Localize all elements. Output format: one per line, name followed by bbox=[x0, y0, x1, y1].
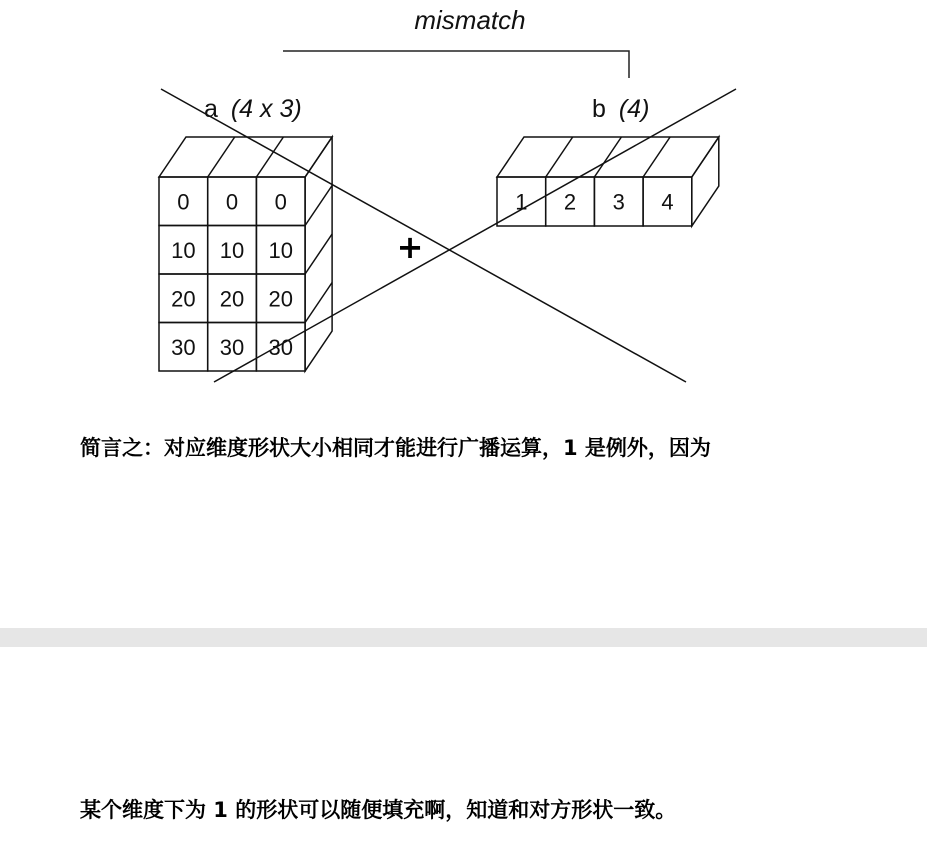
array-a-cell-value: 0 bbox=[225, 189, 239, 215]
paragraph-1: 简言之：对应维度形状大小相同才能进行广播运算，1 是例外，因为 bbox=[80, 436, 711, 460]
array-b-cell-value: 2 bbox=[563, 189, 577, 215]
figure-title: mismatch bbox=[414, 5, 526, 35]
array-a-cell-value: 30 bbox=[219, 334, 245, 360]
array-a-top-edge bbox=[208, 137, 235, 177]
plus-operator: + bbox=[396, 228, 424, 266]
array-a-shape: (4 x 3) bbox=[230, 95, 302, 123]
array-a-top-face bbox=[159, 137, 332, 177]
array-a-side-edge bbox=[305, 283, 332, 323]
array-b-side-face bbox=[692, 137, 719, 226]
array-a-side-edge bbox=[305, 234, 332, 274]
array-b-top-edge bbox=[546, 137, 573, 177]
array-a-block bbox=[159, 137, 332, 371]
array-a-cell-value: 20 bbox=[268, 286, 293, 312]
paragraph-2: 某个维度下为 1 的形状可以随便填充啊，知道和对方形状一致。 bbox=[80, 798, 677, 822]
array-b-cell-value: 1 bbox=[515, 189, 528, 215]
array-a-side-edge bbox=[305, 186, 332, 226]
array-b-cell-value: 4 bbox=[661, 189, 674, 215]
cross-out-line-2 bbox=[214, 89, 736, 382]
array-a-label bbox=[204, 95, 302, 123]
array-b-cell-value: 3 bbox=[612, 189, 625, 215]
array-a-top-edge bbox=[256, 137, 283, 177]
page-separator bbox=[0, 628, 927, 647]
array-b-block bbox=[497, 137, 719, 226]
array-a-cell-value: 10 bbox=[219, 237, 245, 263]
array-a-cell-value: 20 bbox=[171, 286, 196, 312]
array-a-cell-value: 10 bbox=[171, 237, 196, 263]
array-a-cell-value: 20 bbox=[219, 286, 245, 312]
array-a-cell-value: 0 bbox=[274, 189, 287, 215]
array-b-label bbox=[592, 95, 649, 123]
array-b-shape: (4) bbox=[618, 95, 650, 123]
array-b-name: b bbox=[592, 95, 606, 123]
array-b-top-edge bbox=[594, 137, 621, 177]
broadcast-mismatch-figure bbox=[0, 0, 927, 400]
array-a-cell-value: 30 bbox=[171, 334, 196, 360]
array-a-cell-value: 30 bbox=[268, 334, 293, 360]
array-a-cell-value: 10 bbox=[268, 237, 293, 263]
array-a-cell-value: 0 bbox=[177, 189, 190, 215]
array-b-top-edge bbox=[643, 137, 670, 177]
mismatch-bracket bbox=[283, 51, 629, 78]
array-a-name: a bbox=[204, 95, 218, 123]
